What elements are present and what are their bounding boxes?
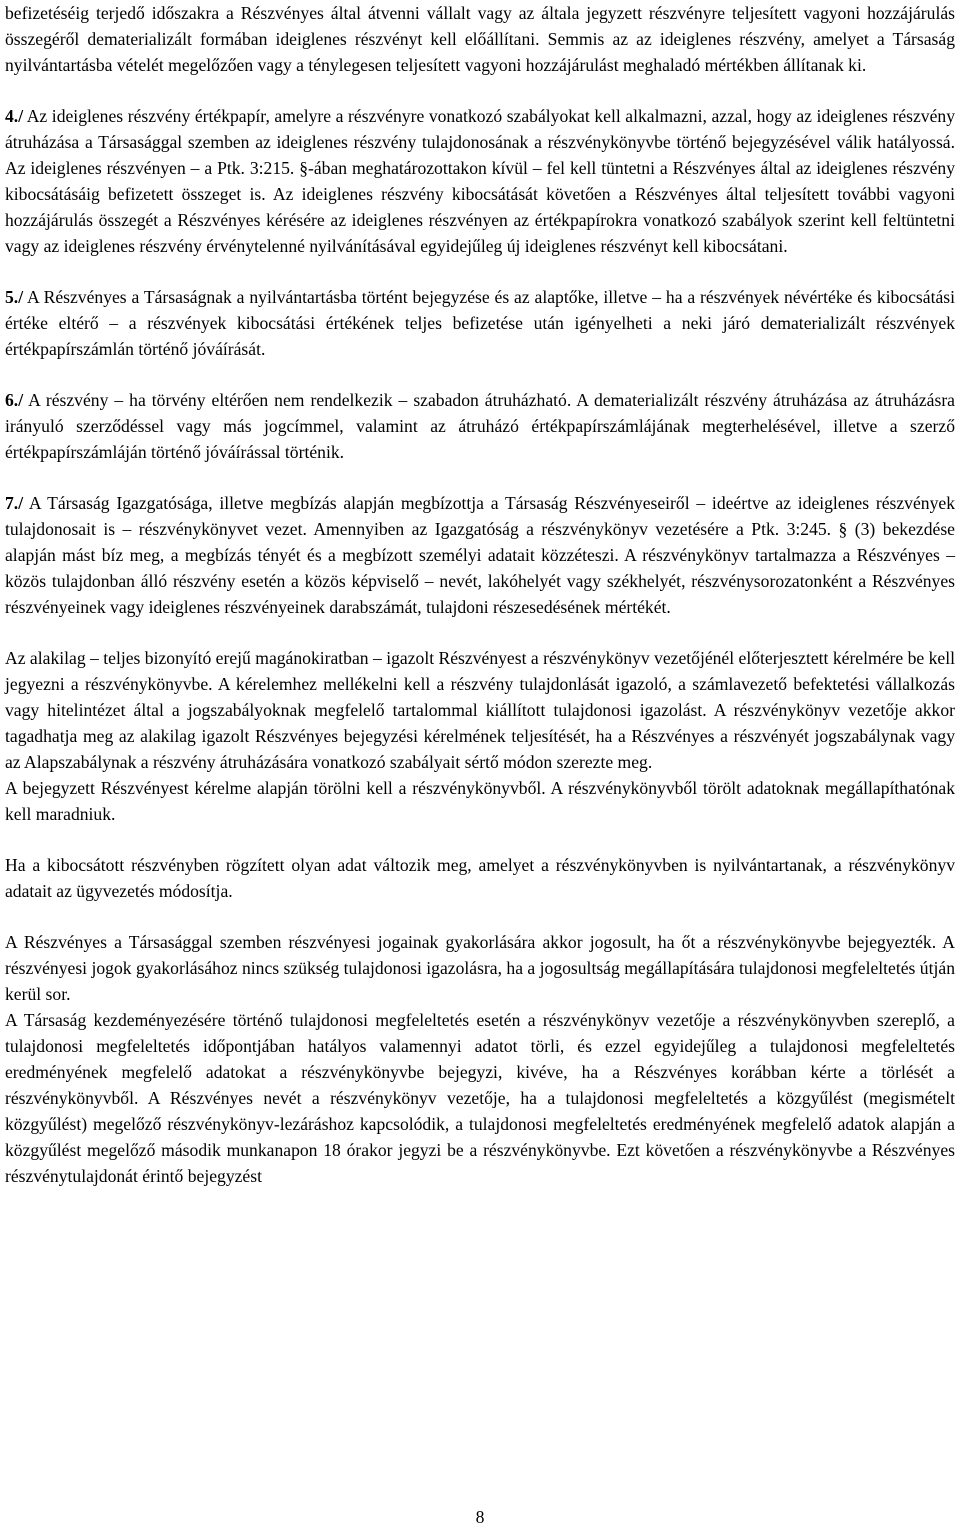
- paragraph-number: 7./: [5, 493, 24, 513]
- paragraph-registration: [5, 645, 955, 775]
- page-number: 8: [475, 1507, 485, 1527]
- document-page: [5, 0, 955, 1189]
- paragraph-data-change: [5, 852, 955, 904]
- paragraph-text: A Társaság kezdeményezésére történő tulajdonosi megfeleltetés esetén a részvénykönyv vezetője a részvénykönyvben szereplő, a tulajdonosi megfeleltetés időpontjában hatályos valamennyi adatot törli, és ezzel egyidejűleg a tulajdonosi megfeleltetés eredményének megfelelő adatokat a részvénykönyvbe bejegyzi, kivéve, ha a Részvényes korábban kérte a törlését a részvénykönyvből. A Részvényes nevét a részvénykönyv vezetője, ha a tulajdonosi megfeleltetés a közgyűlést (megismételt közgyűlést) megelőző részvénykönyv-lezáráshoz kapcsolódik, a tulajdonosi megfeleltetés eredményének megfelelő adatok alapján a közgyűlést megelőző második munkanapon 18 órakor jegyzi be a részvénykönyvbe. Ezt követően a részvénykönyvbe a Részvényes részvénytulajdonát érintő bejegyzést: [5, 1010, 955, 1186]
- paragraph-owner-identification: [5, 1007, 955, 1189]
- paragraph-text: A részvény – ha törvény eltérően nem rendelkezik – szabadon átruházható. A dematerializált részvény átruházása az átruházásra irányuló szerződéssel vagy más jogcímmel, valamint az átruházó értékpapírszámlájának megterhelésével, illetve a szerző értékpapírszámláján történő jóváírással történik.: [5, 390, 955, 462]
- paragraph-text: A Részvényes a Társaságnak a nyilvántartásba történt bejegyzése és az alaptőke, illetve – ha a részvények névértéke és kibocsátási értéke eltérő – a részvények kibocsátási értékének teljes befizetése után igényelheti a neki járó dematerializált részvények értékpapírszámlán történő jóváírását.: [5, 287, 955, 359]
- paragraph-number: 6./: [5, 390, 24, 410]
- paragraph-continuation: [5, 0, 955, 78]
- paragraph-text: Az alakilag – teljes bizonyító erejű magánokiratban – igazolt Részvényest a részvénykönyv vezetőjénél előterjesztett kérelmére be kell jegyezni a részvénykönyvbe. A kérelemhez mellékelni kell a részvény tulajdonlását igazoló, a számlavezető befektetési vállalkozás vagy hitelintézet által a jogszabályoknak megfelelő tartalommal kiállított tulajdonosi igazolást. A részvénykönyv vezetője akkor tagadhatja meg az alakilag igazolt Részvényes bejegyzési kérelmének teljesítését, ha a Részvényes a részvényét jogszabálynak vagy az Alapszabálynak a részvény átruházására vonatkozó szabályait sértő módon szerezte meg.: [5, 648, 955, 772]
- paragraph-number: 4./: [5, 106, 24, 126]
- paragraph-5: [5, 284, 955, 362]
- paragraph-6: [5, 387, 955, 465]
- paragraph-text: A Társaság Igazgatósága, illetve megbízás alapján megbízottja a Társaság Részvényeseiről – ideértve az ideiglenes részvények tulajdonosait is – részvénykönyvet vezet. Amennyiben az Igazgatóság a részvénykönyv vezetésére a Ptk. 3:245. § (3) bekezdése alapján mást bíz meg, a megbízás tényét és a megbízott személyi adatait közzéteszi. A részvénykönyv tartalmazza a Részvényes – közös tulajdonban álló részvény esetén a közös képviselő – nevét, lakóhelyét vagy székhelyét, részvénysorozatonként a Részvényes részvényeinek vagy ideiglenes részvényeinek darabszámát, tulajdoni részesedésének mértékét.: [5, 493, 955, 617]
- paragraph-4: [5, 103, 955, 259]
- paragraph-text: Az ideiglenes részvény értékpapír, amelyre a részvényre vonatkozó szabályokat kell alkalmazni, azzal, hogy az ideiglenes részvény átruházása a Társasággal szemben az ideiglenes részvény tulajdonosának a részvénykönyvbe történő bejegyzésével válik hatályossá. Az ideiglenes részvényen – a Ptk. 3:215. §-ában meghatározottakon kívül – fel kell tüntetni a Részvényes által az ideiglenes részvény kibocsátásáig befizetett összeget is. Az ideiglenes részvény kibocsátását követően a Részvényes által teljesített további vagyoni hozzájárulás összegét a Részvényes kérésére az ideiglenes részvényen az értékpapírokra vonatkozó szabályok szerint kell feltüntetni vagy az ideiglenes részvény érvénytelenné nyilvánításával egyidejűleg új ideiglenes részvényt kell kibocsátani.: [5, 106, 955, 256]
- paragraph-number: 5./: [5, 287, 24, 307]
- paragraph-rights: [5, 929, 955, 1007]
- paragraph-deletion: [5, 775, 955, 827]
- paragraph-text: A bejegyzett Részvényest kérelme alapján törölni kell a részvénykönyvből. A részvénykönyvből törölt adatoknak megállapíthatónak kell maradniuk.: [5, 778, 955, 824]
- paragraph-text: befizetéséig terjedő időszakra a Részvényes által átvenni vállalt vagy az általa jegyzett részvényre teljesített vagyoni hozzájárulás összegéről dematerializált formában ideiglenes részvényt kell előállítani. Semmis az az ideiglenes részvény, amelyet a Társaság nyilvántartásba vételét megelőzően vagy a ténylegesen teljesített vagyoni hozzájárulást meghaladó mértékben állítanak ki.: [5, 3, 955, 75]
- paragraph-7: [5, 490, 955, 620]
- paragraph-text: Ha a kibocsátott részvényben rögzített olyan adat változik meg, amelyet a részvénykönyvben is nyilvántartanak, a részvénykönyv adatait az ügyvezetés módosítja.: [5, 855, 955, 901]
- paragraph-text: A Részvényes a Társasággal szemben részvényesi jogainak gyakorlására akkor jogosult, ha őt a részvénykönyvbe bejegyezték. A részvényesi jogok gyakorlásához nincs szükség tulajdonosi igazolásra, ha a jogosultság megállapítására tulajdonosi megfeleltetés útján kerül sor.: [5, 932, 955, 1004]
